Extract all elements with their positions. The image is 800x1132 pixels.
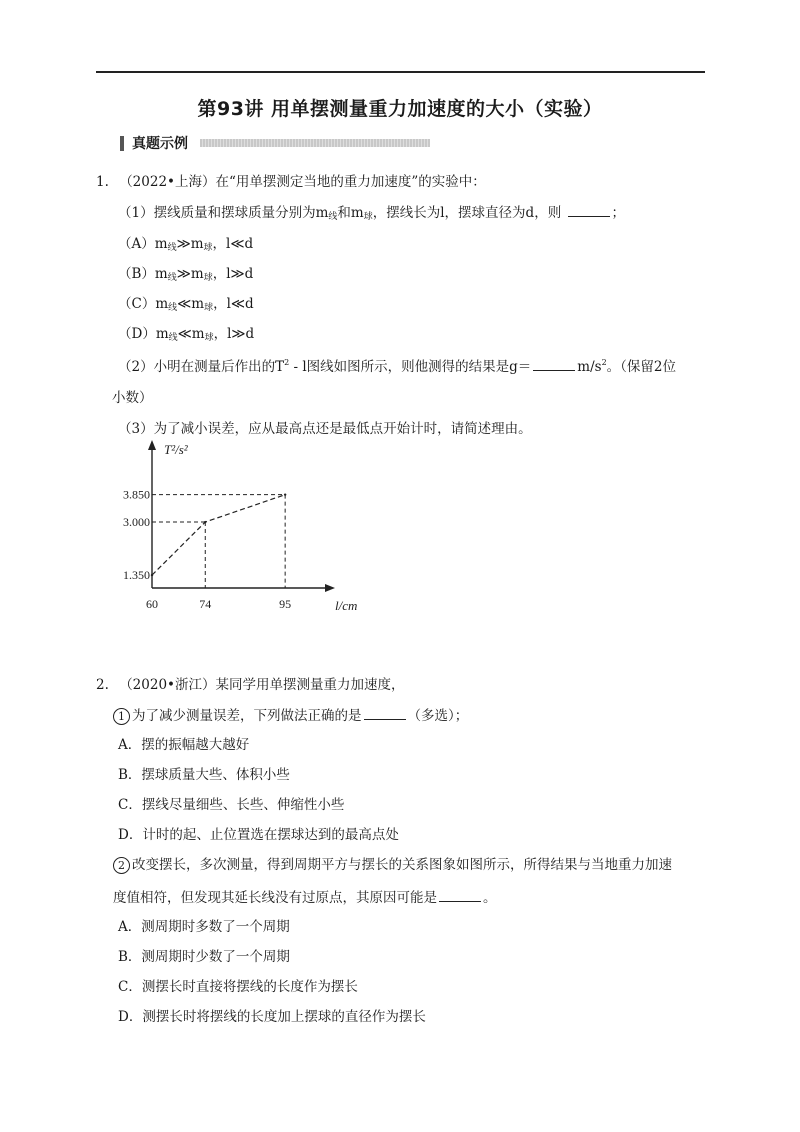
q1-part2 (118, 357, 676, 378)
q1-option-sub: 线 (168, 303, 178, 313)
data-point (204, 521, 206, 523)
chart-guides (152, 495, 285, 588)
q1-part2-text-a: （2）小明在测量后作出的T (118, 359, 285, 375)
q1-option-text: ，l≪d (213, 296, 254, 312)
q1-option-text: ≪m (177, 296, 205, 312)
q1-part1-answer-blank[interactable] (568, 203, 610, 217)
q2-sub2-option-d: D．测摆长时将摆线的长度加上摆球的直径作为摆长 (118, 1009, 426, 1025)
q1-option-text: ≫m (176, 266, 204, 282)
x-tick-label: 74 (199, 597, 212, 611)
x-tick-label: 95 (279, 597, 292, 611)
q1-part2-unit: m/s (577, 359, 602, 375)
y-tick-label: 3.000 (123, 515, 150, 530)
q2-sub1-end: （多选）； (407, 708, 469, 724)
chart-series (151, 493, 287, 576)
q2-sub1-option-c: C．摆线尽量细些、长些、伸缩性小些 (118, 797, 345, 813)
x-axis-arrow (325, 584, 335, 592)
section-marker (120, 136, 124, 151)
q1-option-sub: 线 (167, 243, 177, 253)
q1-option-sub: 线 (168, 333, 178, 343)
q1-option-text: （D）m (118, 326, 169, 342)
q1-option-sub: 球 (204, 303, 214, 313)
q1-source: （2022•上海）在“用单摆测定当地的重力加速度”的实验中： (119, 174, 486, 190)
q1-option-a (118, 235, 253, 255)
q1-part1-text-a: （1）摆线质量和摆球质量分别为m (118, 205, 329, 221)
q1-part2-text-d: 。（保留2位 (606, 359, 677, 375)
q2-sub1-answer-blank[interactable] (364, 706, 406, 720)
q2-sub2-option-b: B．测周期时少数了一个周期 (118, 949, 290, 965)
q1-option-sub: 线 (167, 273, 177, 283)
q1-option-text: （C）m (118, 296, 169, 312)
q2-sub1-option-d: D．计时的起、止位置选在摆球达到的最高点处 (118, 827, 399, 843)
q1-option-text: ≫m (176, 236, 204, 252)
q2-sub2-cont-text: 度值相符，但发现其延长线没有过原点，其原因可能是 (113, 890, 437, 906)
q2-sub1 (113, 706, 468, 725)
q2-sub1-option-a: A．摆的振幅越大越好 (118, 737, 250, 753)
circled-number-2: 2 (113, 857, 130, 874)
x-axis-label: l/cm (335, 598, 358, 613)
data-line (152, 495, 285, 575)
q1-part1-end: ； (611, 205, 625, 221)
y-axis-label: T²/s² (164, 442, 188, 457)
data-point (284, 493, 286, 495)
q1-option-text: ，l≫d (212, 266, 254, 282)
q1-option-text: ≪m (177, 326, 205, 342)
q1-option-text: ，l≪d (212, 236, 254, 252)
y-tick-label: 1.350 (123, 568, 150, 583)
top-rule (96, 71, 705, 73)
section-stripe (200, 139, 430, 147)
q1-option-b (118, 265, 253, 285)
q1-option-sub: 球 (204, 333, 214, 343)
y-tick-label: 3.850 (123, 487, 150, 502)
q2-sub2-continued (113, 888, 497, 907)
q1-part2-sup: 2 (284, 358, 290, 367)
q1-part2-answer-blank[interactable] (533, 357, 575, 371)
q1-part3: （3）为了减小误差，应从最高点还是最低点开始计时，请简述理由。 (118, 421, 532, 437)
q1-option-text: （A）m (118, 236, 168, 252)
t2-l-chart (100, 440, 360, 630)
q1-part1-sub-ball: 球 (363, 212, 373, 222)
q2-sub2-option-c: C．测摆长时直接将摆线的长度作为摆长 (118, 979, 358, 995)
q2-sub2-option-a: A．测周期时多数了一个周期 (118, 919, 290, 935)
q2-number: 2. (96, 677, 109, 693)
chart-axes (148, 440, 335, 592)
q1-option-sub: 球 (203, 243, 213, 253)
q1-option-text: ，l≫d (213, 326, 255, 342)
q1-part1 (118, 203, 625, 224)
q2-heading (96, 676, 405, 694)
q2-sub1-option-b: B．摆球质量大些、体积小些 (118, 767, 290, 783)
q1-part2-continued: 小数） (112, 390, 153, 406)
q2-source: （2020•浙江）某同学用单摆测量重力加速度， (119, 677, 405, 693)
section-label: 真题示例 (132, 136, 188, 152)
q1-heading (96, 173, 486, 191)
q1-part2-text-b: - l图线如图所示，则他测得的结果是g＝ (289, 359, 532, 375)
q1-part1-text-c: ，摆线长为l，摆球直径为d，则 (372, 205, 562, 221)
section-header (120, 133, 430, 153)
q1-option-c (118, 295, 254, 315)
q1-option-sub: 球 (203, 273, 213, 283)
q1-option-d (118, 325, 254, 345)
q2-sub2-text: 改变摆长，多次测量，得到周期平方与摆长的关系图象如图所示，所得结果与当地重力加速 (132, 857, 672, 873)
y-axis-arrow (148, 440, 156, 450)
q2-sub1-text: 为了减少测量误差，下列做法正确的是 (132, 708, 362, 724)
q2-sub2 (113, 856, 672, 874)
page-title: 第93讲 用单摆测量重力加速度的大小（实验） (197, 98, 603, 120)
data-point (151, 574, 153, 576)
q2-sub2-answer-blank[interactable] (439, 888, 481, 902)
q1-option-text: （B）m (118, 266, 168, 282)
q1-number: 1. (96, 174, 109, 190)
q1-part1-sub-line: 线 (328, 212, 338, 222)
q1-part1-text-b: 和m (337, 205, 364, 221)
q1-part2-unit-sup: 2 (601, 358, 607, 367)
x-tick-label: 60 (146, 597, 158, 611)
circled-number-1: 1 (113, 708, 130, 725)
q2-sub2-end: 。 (483, 890, 497, 906)
